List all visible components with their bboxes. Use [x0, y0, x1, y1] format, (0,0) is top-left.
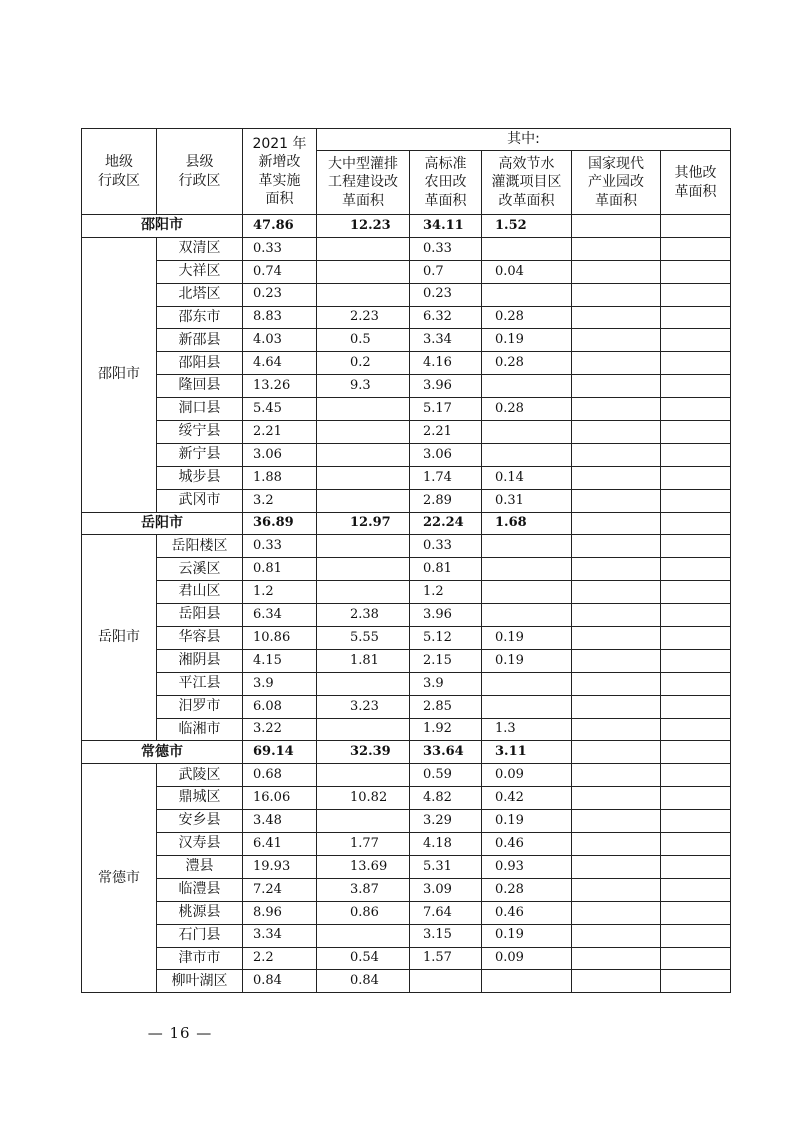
county-value [572, 375, 661, 398]
county-value: 1.57 [410, 947, 482, 970]
header-water-saving: 高效节水 灌溉项目区 改革面积 [482, 151, 572, 215]
county-value: 16.06 [243, 787, 317, 810]
county-value: 0.28 [482, 306, 572, 329]
county-value: 7.64 [410, 901, 482, 924]
county-name: 湘阴县 [157, 649, 243, 672]
county-value: 5.31 [410, 855, 482, 878]
county-value: 1.88 [243, 466, 317, 489]
county-value [317, 398, 410, 421]
county-value: 1.92 [410, 718, 482, 741]
table-row [82, 947, 731, 970]
county-name: 津市市 [157, 947, 243, 970]
county-value [410, 970, 482, 993]
county-value: 0.33 [410, 535, 482, 558]
county-value [661, 672, 731, 695]
county-value: 3.29 [410, 810, 482, 833]
county-value [572, 604, 661, 627]
county-value [661, 878, 731, 901]
county-value: 0.42 [482, 787, 572, 810]
county-value: 0.46 [482, 833, 572, 856]
county-value: 0.46 [482, 901, 572, 924]
county-value [661, 489, 731, 512]
county-value [572, 581, 661, 604]
county-value [572, 764, 661, 787]
county-value: 5.45 [243, 398, 317, 421]
county-value [317, 443, 410, 466]
city-total-value: 12.97 [317, 512, 410, 535]
county-value: 3.2 [243, 489, 317, 512]
county-value [572, 398, 661, 421]
county-value [572, 695, 661, 718]
county-value: 0.2 [317, 352, 410, 375]
county-value [482, 421, 572, 444]
county-value: 2.89 [410, 489, 482, 512]
county-value: 0.84 [317, 970, 410, 993]
county-value: 3.96 [410, 375, 482, 398]
county-value [661, 649, 731, 672]
county-value [572, 329, 661, 352]
county-value [661, 787, 731, 810]
county-value: 5.55 [317, 627, 410, 650]
county-value [317, 466, 410, 489]
county-value [317, 260, 410, 283]
table-row [82, 443, 731, 466]
county-name: 北塔区 [157, 283, 243, 306]
county-value: 3.22 [243, 718, 317, 741]
city-total-row [82, 512, 731, 535]
table-row [82, 329, 731, 352]
city-total-name: 邵阳市 [82, 215, 243, 238]
table-row [82, 970, 731, 993]
county-value [661, 329, 731, 352]
county-value: 2.23 [317, 306, 410, 329]
city-total-value: 69.14 [243, 741, 317, 764]
county-value [661, 581, 731, 604]
county-name: 汨罗市 [157, 695, 243, 718]
city-total-value [661, 512, 731, 535]
county-name: 平江县 [157, 672, 243, 695]
county-value [572, 352, 661, 375]
county-name: 武冈市 [157, 489, 243, 512]
county-value: 2.85 [410, 695, 482, 718]
county-value: 8.83 [243, 306, 317, 329]
header-county-level: 县级 行政区 [157, 129, 243, 215]
county-value: 0.14 [482, 466, 572, 489]
table-row [82, 375, 731, 398]
county-value [572, 489, 661, 512]
table-row [82, 466, 731, 489]
county-value: 0.19 [482, 649, 572, 672]
county-value: 3.23 [317, 695, 410, 718]
table-row [82, 787, 731, 810]
table-row [82, 764, 731, 787]
county-value [661, 627, 731, 650]
county-value [317, 810, 410, 833]
county-value: 0.68 [243, 764, 317, 787]
table-row [82, 398, 731, 421]
county-value [661, 718, 731, 741]
table-row [82, 352, 731, 375]
county-value [317, 581, 410, 604]
city-total-value: 22.24 [410, 512, 482, 535]
county-value: 2.38 [317, 604, 410, 627]
city-total-value: 1.68 [482, 512, 572, 535]
table-row [82, 695, 731, 718]
county-value [482, 970, 572, 993]
county-name: 临湘市 [157, 718, 243, 741]
county-value [572, 466, 661, 489]
county-value: 0.19 [482, 924, 572, 947]
county-value: 0.33 [243, 535, 317, 558]
county-value: 13.69 [317, 855, 410, 878]
county-value: 0.23 [410, 283, 482, 306]
city-total-value: 34.11 [410, 215, 482, 238]
county-value: 5.12 [410, 627, 482, 650]
county-name: 桃源县 [157, 901, 243, 924]
table-row [82, 672, 731, 695]
county-name: 君山区 [157, 581, 243, 604]
county-value: 1.74 [410, 466, 482, 489]
county-value [661, 970, 731, 993]
county-name: 邵阳县 [157, 352, 243, 375]
county-value: 0.93 [482, 855, 572, 878]
county-value [661, 260, 731, 283]
city-total-value: 33.64 [410, 741, 482, 764]
county-value: 6.32 [410, 306, 482, 329]
city-group-label: 邵阳市 [82, 237, 157, 512]
county-value [572, 810, 661, 833]
county-value: 0.19 [482, 329, 572, 352]
table-row [82, 283, 731, 306]
table-row [82, 924, 731, 947]
county-value: 19.93 [243, 855, 317, 878]
table-row [82, 489, 731, 512]
table-body [82, 129, 731, 993]
county-value: 0.33 [410, 237, 482, 260]
county-value: 3.96 [410, 604, 482, 627]
county-value [572, 878, 661, 901]
county-value [572, 627, 661, 650]
county-value: 0.74 [243, 260, 317, 283]
city-total-value: 3.11 [482, 741, 572, 764]
county-value [572, 924, 661, 947]
city-total-value: 32.39 [317, 741, 410, 764]
county-value: 6.34 [243, 604, 317, 627]
county-value [317, 558, 410, 581]
table-row [82, 306, 731, 329]
county-value: 0.28 [482, 352, 572, 375]
county-name: 云溪区 [157, 558, 243, 581]
county-value: 3.09 [410, 878, 482, 901]
county-value [661, 924, 731, 947]
page-number: — 16 — [147, 1024, 213, 1042]
county-value [572, 970, 661, 993]
county-value [661, 695, 731, 718]
county-value [572, 260, 661, 283]
header-other: 其他改 革面积 [661, 151, 731, 215]
county-value [482, 695, 572, 718]
county-value [661, 947, 731, 970]
county-name: 城步县 [157, 466, 243, 489]
county-value: 10.82 [317, 787, 410, 810]
county-name: 隆回县 [157, 375, 243, 398]
county-value: 0.81 [243, 558, 317, 581]
county-value [661, 237, 731, 260]
county-name: 绥宁县 [157, 421, 243, 444]
county-value: 0.54 [317, 947, 410, 970]
county-value [482, 443, 572, 466]
county-value [661, 558, 731, 581]
county-value: 3.06 [410, 443, 482, 466]
county-name: 澧县 [157, 855, 243, 878]
county-value: 1.3 [482, 718, 572, 741]
county-value: 3.87 [317, 878, 410, 901]
county-value: 3.34 [243, 924, 317, 947]
county-value: 0.04 [482, 260, 572, 283]
city-total-row [82, 741, 731, 764]
reform-area-table [81, 128, 731, 993]
county-value: 0.09 [482, 764, 572, 787]
city-total-value: 36.89 [243, 512, 317, 535]
county-value [572, 947, 661, 970]
county-value [572, 443, 661, 466]
county-value [572, 855, 661, 878]
city-total-value: 1.52 [482, 215, 572, 238]
county-name: 新宁县 [157, 443, 243, 466]
city-total-value: 12.23 [317, 215, 410, 238]
county-value [572, 558, 661, 581]
city-total-value [572, 741, 661, 764]
table-row [82, 833, 731, 856]
county-value: 7.24 [243, 878, 317, 901]
city-total-name: 岳阳市 [82, 512, 243, 535]
county-name: 新邵县 [157, 329, 243, 352]
reform-area-table-wrapper [81, 128, 731, 993]
table-row [82, 581, 731, 604]
county-value [572, 833, 661, 856]
county-value: 3.15 [410, 924, 482, 947]
county-value [482, 672, 572, 695]
county-value: 1.81 [317, 649, 410, 672]
county-value [572, 672, 661, 695]
county-value: 3.34 [410, 329, 482, 352]
county-value [661, 764, 731, 787]
table-row [82, 421, 731, 444]
county-value [661, 466, 731, 489]
table-row [82, 260, 731, 283]
county-value [482, 283, 572, 306]
county-value: 4.64 [243, 352, 317, 375]
county-value: 0.09 [482, 947, 572, 970]
table-row [82, 535, 731, 558]
county-name: 岳阳楼区 [157, 535, 243, 558]
county-value [661, 306, 731, 329]
table-row [82, 237, 731, 260]
county-value [317, 535, 410, 558]
county-value: 0.31 [482, 489, 572, 512]
county-value [317, 237, 410, 260]
city-total-value: 47.86 [243, 215, 317, 238]
county-value [317, 672, 410, 695]
county-value: 0.19 [482, 627, 572, 650]
table-row [82, 855, 731, 878]
county-value: 0.59 [410, 764, 482, 787]
county-name: 华容县 [157, 627, 243, 650]
header-of-which: 其中: [317, 129, 731, 151]
county-value: 0.23 [243, 283, 317, 306]
county-value [482, 581, 572, 604]
county-name: 岳阳县 [157, 604, 243, 627]
county-name: 安乡县 [157, 810, 243, 833]
county-value [661, 855, 731, 878]
county-value: 4.82 [410, 787, 482, 810]
county-value [482, 237, 572, 260]
table-row [82, 810, 731, 833]
county-value: 3.06 [243, 443, 317, 466]
county-value: 0.5 [317, 329, 410, 352]
county-value: 6.41 [243, 833, 317, 856]
county-name: 双清区 [157, 237, 243, 260]
county-value: 2.21 [410, 421, 482, 444]
county-value: 3.9 [410, 672, 482, 695]
county-value [317, 489, 410, 512]
county-value: 0.86 [317, 901, 410, 924]
county-name: 鼎城区 [157, 787, 243, 810]
city-total-name: 常德市 [82, 741, 243, 764]
county-value: 6.08 [243, 695, 317, 718]
county-value: 3.48 [243, 810, 317, 833]
county-value: 0.81 [410, 558, 482, 581]
city-total-value [661, 741, 731, 764]
county-value [661, 443, 731, 466]
header-new-area-2021: 2021 年 新增改 革实施 面积 [243, 129, 317, 215]
county-value [482, 375, 572, 398]
county-value: 1.77 [317, 833, 410, 856]
city-total-value [572, 215, 661, 238]
county-value [572, 535, 661, 558]
county-value: 4.15 [243, 649, 317, 672]
county-value: 9.3 [317, 375, 410, 398]
table-row [82, 558, 731, 581]
county-value: 0.28 [482, 398, 572, 421]
table-row [82, 649, 731, 672]
county-value [572, 306, 661, 329]
county-value: 1.2 [243, 581, 317, 604]
county-value [661, 901, 731, 924]
city-group-label: 岳阳市 [82, 535, 157, 741]
county-name: 临澧县 [157, 878, 243, 901]
county-value [661, 421, 731, 444]
county-name: 大祥区 [157, 260, 243, 283]
header-industrial-park: 国家现代 产业园改 革面积 [572, 151, 661, 215]
county-value [317, 764, 410, 787]
county-name: 武陵区 [157, 764, 243, 787]
county-value [482, 604, 572, 627]
city-total-value [572, 512, 661, 535]
county-value [661, 833, 731, 856]
county-value [317, 421, 410, 444]
county-value: 5.17 [410, 398, 482, 421]
county-value: 0.28 [482, 878, 572, 901]
county-value: 0.33 [243, 237, 317, 260]
county-value: 10.86 [243, 627, 317, 650]
header-farmland: 高标准 农田改 革面积 [410, 151, 482, 215]
county-value: 0.7 [410, 260, 482, 283]
county-value [661, 398, 731, 421]
table-row [82, 901, 731, 924]
county-value [317, 283, 410, 306]
county-value: 0.84 [243, 970, 317, 993]
county-value [572, 718, 661, 741]
header-row-1 [82, 129, 731, 151]
county-value [661, 352, 731, 375]
county-value [317, 924, 410, 947]
city-total-value [661, 215, 731, 238]
county-value [661, 535, 731, 558]
county-name: 洞口县 [157, 398, 243, 421]
city-group-label: 常德市 [82, 764, 157, 993]
header-irrigation: 大中型灌排 工程建设改 革面积 [317, 151, 410, 215]
county-value: 0.19 [482, 810, 572, 833]
county-value: 3.9 [243, 672, 317, 695]
county-value: 2.21 [243, 421, 317, 444]
county-value: 1.2 [410, 581, 482, 604]
county-value [482, 535, 572, 558]
county-value [572, 421, 661, 444]
county-value [661, 604, 731, 627]
county-value [572, 787, 661, 810]
county-name: 汉寿县 [157, 833, 243, 856]
city-total-row [82, 215, 731, 238]
county-value [572, 901, 661, 924]
county-name: 邵东市 [157, 306, 243, 329]
county-value: 2.2 [243, 947, 317, 970]
table-row [82, 718, 731, 741]
county-value [661, 283, 731, 306]
county-value [572, 237, 661, 260]
header-city-level: 地级 行政区 [82, 129, 157, 215]
county-value [661, 810, 731, 833]
county-value [661, 375, 731, 398]
county-value: 13.26 [243, 375, 317, 398]
county-value [572, 649, 661, 672]
county-value: 4.03 [243, 329, 317, 352]
county-name: 柳叶湖区 [157, 970, 243, 993]
county-value: 4.16 [410, 352, 482, 375]
county-value: 8.96 [243, 901, 317, 924]
table-row [82, 878, 731, 901]
county-value [572, 283, 661, 306]
county-value: 2.15 [410, 649, 482, 672]
county-name: 石门县 [157, 924, 243, 947]
table-row [82, 604, 731, 627]
county-value [317, 718, 410, 741]
table-row [82, 627, 731, 650]
county-value: 4.18 [410, 833, 482, 856]
county-value [482, 558, 572, 581]
